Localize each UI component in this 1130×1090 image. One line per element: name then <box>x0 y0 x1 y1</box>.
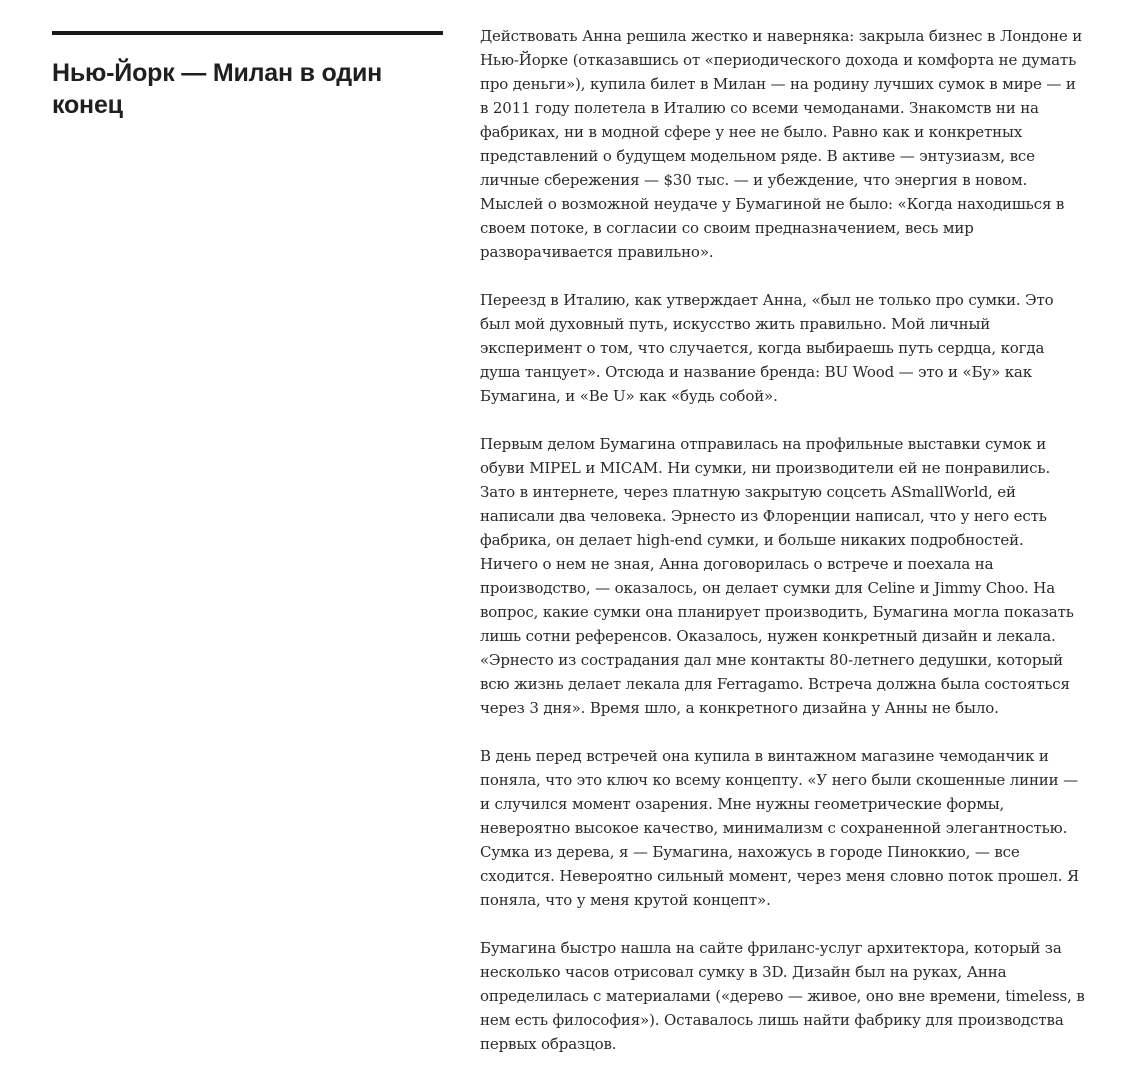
section-title: Нью-Йорк — Милан в один конец <box>52 59 383 119</box>
article-paragraph-2: Переезд в Италию, как утверждает Анна, «был не только про сумки. Это был мой духовный путь, искусство жить правильно. Мой личный эксперимент о том, что случается, когда выбираешь путь сердца, когда душа танцует». Отсюда и название бренда: BU Wood — это и «Бу» как Бумагина, и «Be U» как «будь собой». <box>480 291 1054 405</box>
article-paragraph-3: Первым делом Бумагина отправилась на профильные выставки сумок и обуви MIPEL и MICAM. Ни сумки, ни производители ей не понравились. Зато в интернете, через платную закрытую соцсеть ASmallWorld, ей написали два человека. Эрнесто из Флоренции написал, что у него есть фабрика, он делает high-end сумки, и больше никаких подробностей. Ничего о нем не зная, Анна договорилась о встрече и поехала на производство, — оказалось, он делает сумки для Celine и Jimmy Choo. На вопрос, какие сумки она планирует производить, Бумагина могла показать лишь сотни референсов. Оказалось, нужен конкретный дизайн и лекала. «Эрнесто из сострадания дал мне контакты 80-летнего дедушки, который всю жизнь делает лекала для Ferragamo. Встреча должна была состояться через 3 дня». Время шло, а конкретного дизайна у Анны не было. <box>480 435 1074 717</box>
article-paragraph-5: Бумагина быстро нашла на сайте фриланс-услуг архитектора, который за несколько часов отрисовал сумку в 3D. Дизайн был на руках, Анна определилась с материалами («дерево — живое, оно вне времени, timeless, в нем есть философия»). Оставалось лишь найти фабрику для производства первых образцов. <box>480 939 1085 1053</box>
section-divider <box>52 31 443 35</box>
article-paragraph-1: Действовать Анна решила жестко и наверняка: закрыла бизнес в Лондоне и Нью-Йорке (отказавшись от «периодического дохода и комфорта не думать про деньги»), купила билет в Милан — на родину лучших сумок в мире — и в 2011 году полетела в Италию со всеми чемоданами. Знакомств ни на фабриках, ни в модной сфере у нее не было. Равно как и конкретных представлений о будущем модельном ряде. В активе — энтузиазм, все личные сбережения — $30 тыс. — и убеждение, что энергия в новом. Мыслей о возможной неудаче у Бумагиной не было: «Когда находишься в своем потоке, в согласии со своим предназначением, весь мир разворачивается правильно». <box>480 27 1083 261</box>
article-body <box>480 24 1086 1056</box>
section-header <box>52 31 443 121</box>
article-paragraph-4: В день перед встречей она купила в винтажном магазине чемоданчик и поняла, что это ключ ко всему концепту. «У него были скошенные линии — и случился момент озарения. Мне нужны геометрические формы, невероятно высокое качество, минимализм с сохраненной элегантностью. Сумка из дерева, я — Бумагина, нахожусь в городе Пиноккио, — все сходится. Невероятно сильный момент, через меня словно поток прошел. Я поняла, что у меня крутой концепт». <box>480 747 1079 909</box>
